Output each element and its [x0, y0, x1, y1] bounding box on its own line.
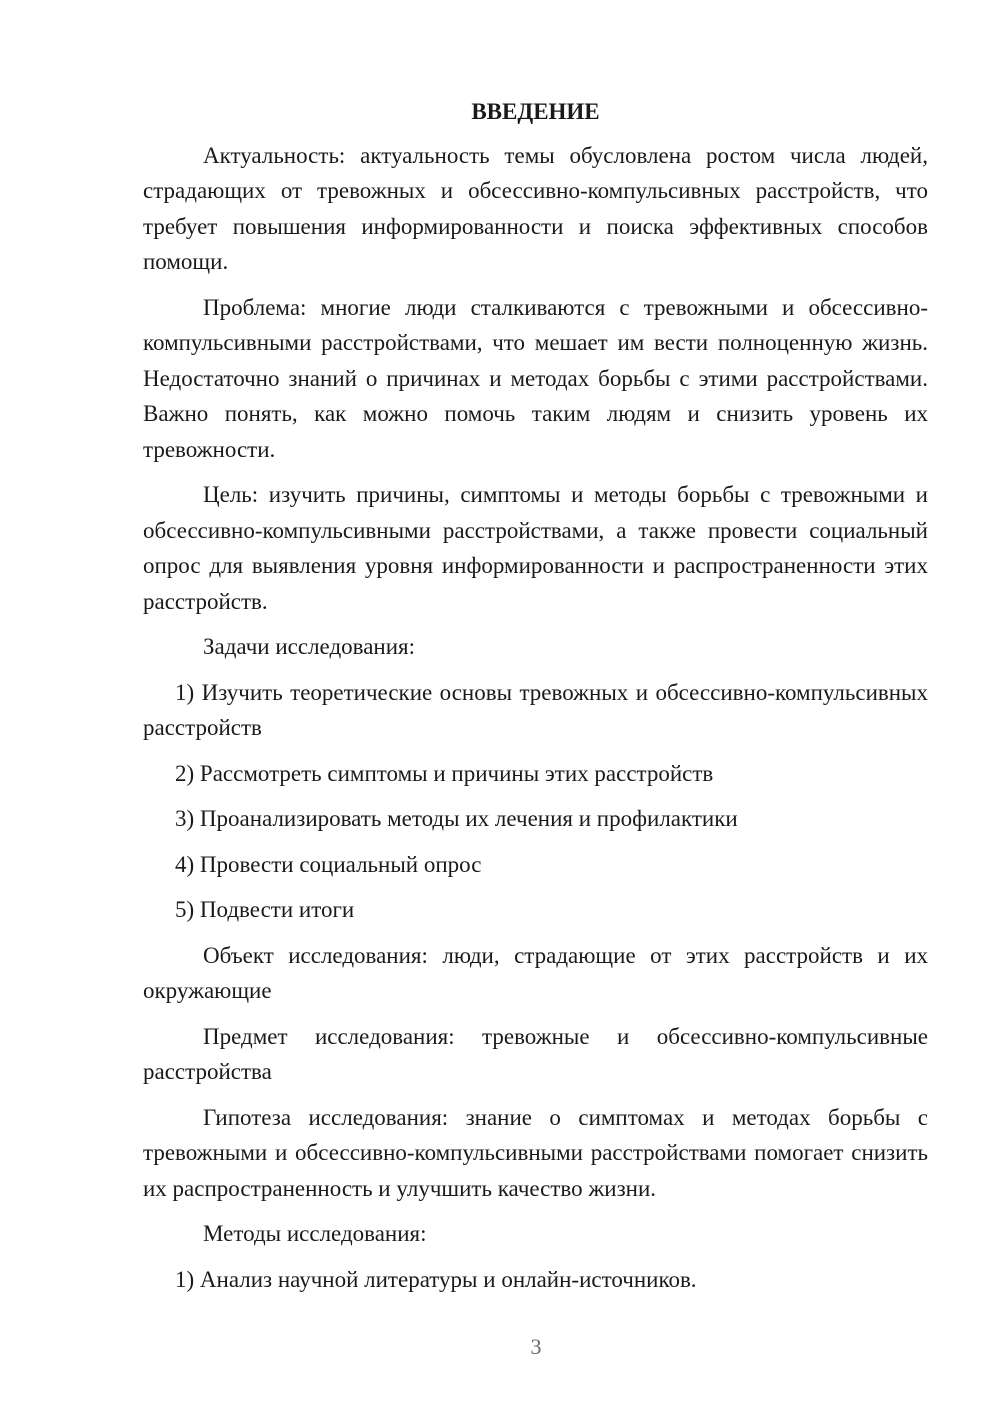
subject-paragraph: Предмет исследования: тревожные и обсессивно-компульсивные расстройства	[143, 1023, 928, 1084]
section-heading: ВВЕДЕНИЕ	[471, 99, 600, 124]
task-item-5: 5) Подвести итоги	[175, 897, 355, 922]
task-item-4: 4) Провести социальный опрос	[175, 851, 482, 877]
problem-paragraph: Проблема: многие люди сталкиваются с тревожными и обсессивно-компульсивными расстройствами, что мешает им вести полноценную жизнь. Недостаточно знаний о причинах и методах борьбы с этими расстройствами. Важно понять, как можно помочь таким людям и снизить уровень их тревожности.	[143, 294, 928, 462]
method-item-1: 1) Анализ научной литературы и онлайн-источников.	[175, 1266, 697, 1292]
page-number: 3	[530, 1334, 542, 1359]
tasks-heading: Задачи исследования:	[203, 634, 416, 659]
hypothesis-paragraph: Гипотеза исследования: знание о симптомах и методах борьбы с тревожными и обсессивно-компульсивными расстройствами помогает снизить их распространенность и улучшить качество жизни.	[143, 1104, 928, 1201]
relevance-paragraph: Актуальность: актуальность темы обусловлена ростом числа людей, страдающих от тревожных и обсессивно-компульсивных расстройств, что требует повышения информированности и поиска эффективных способов помощи.	[143, 142, 928, 274]
methods-heading: Методы исследования:	[203, 1221, 427, 1246]
page-content	[143, 94, 928, 1307]
object-paragraph: Объект исследования: люди, страдающие от этих расстройств и их окружающие	[143, 942, 928, 1003]
goal-paragraph: Цель: изучить причины, симптомы и методы борьбы с тревожными и обсессивно-компульсивными расстройствами, а также провести социальный опрос для выявления уровня информированности и распространенности этих расстройств.	[143, 482, 928, 614]
task-item-1: 1) Изучить теоретические основы тревожных и обсессивно-компульсивных расстройств	[143, 679, 928, 740]
task-item-2: 2) Рассмотреть симптомы и причины этих расстройств	[175, 760, 714, 786]
task-item-3: 3) Проанализировать методы их лечения и профилактики	[175, 806, 738, 831]
